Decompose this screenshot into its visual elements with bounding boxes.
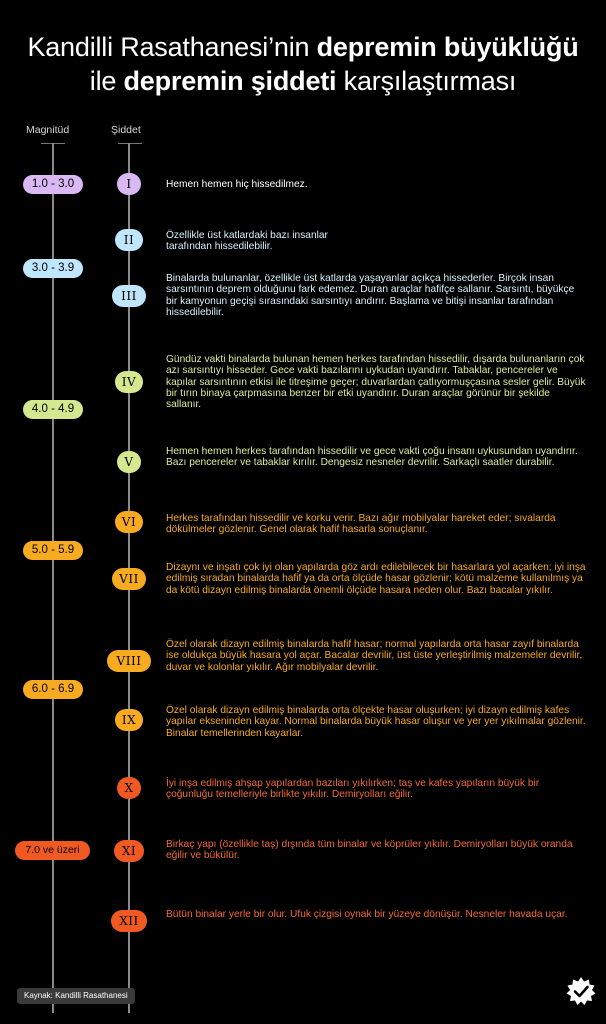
intensity-description: Özel olarak dizayn edilmiş binalarda orta ölçekte hasar oluşurken; iyi dizayn edilmiş kafes yapılar ekseninden kayar. Normal binalarda büyük hasar oluşur ve yer yer yıkılmalar gözlenir. Binalar temellerinden kayarlar. bbox=[166, 705, 586, 739]
intensity-description: İyi inşa edilmiş ahşap yapılardan bazıları yıkılırken; taş ve kafes yapıların büyük bir çoğunluğu temelleriyle birlikte yıkılır. Demiryolları eğilir. bbox=[166, 778, 540, 801]
intensity-description: Özellikle üst katlardaki bazı insanlar tarafından hissedilebilir. bbox=[166, 230, 328, 253]
intensity-pill: IV bbox=[115, 371, 143, 393]
title-line-1: Kandilli Rasathanesi’nin depremin büyüklüğü bbox=[27, 32, 579, 62]
magnitude-pill: 6.0 - 6.9 bbox=[23, 680, 83, 699]
magnitude-column-header: Magnitüd bbox=[26, 124, 70, 136]
intensity-pill: VI bbox=[115, 511, 143, 533]
intensity-pill: III bbox=[112, 285, 146, 307]
title-line-2: ile depremin şiddeti karşılaştırması bbox=[89, 66, 517, 96]
intensity-pill: VII bbox=[112, 568, 146, 590]
intensity-header-tick bbox=[118, 143, 142, 144]
intensity-column-header: Şiddet bbox=[111, 124, 141, 136]
source-label: Kaynak: Kandilli Rasathanesi bbox=[17, 988, 135, 1004]
page-title bbox=[0, 30, 606, 98]
magnitude-pill: 4.0 - 4.9 bbox=[23, 400, 83, 419]
verified-star-icon bbox=[566, 976, 596, 1006]
intensity-description: Binalarda bulunanlar, özellikle üst katlarda yaşayanlar açıkça hissederler. Birçok insan sarsıntının deprem olduğunu fark edemez. Duran araçlar hafifçe sallanır. Sarsıntı, büyükçe bir kamyonun geçişi sırasındaki sarsıntıyı andırır. Başlama ve bitişi insanlar tarafından hissedilebilir. bbox=[166, 273, 575, 318]
intensity-pill: II bbox=[115, 229, 143, 251]
intensity-description: Özel olarak dizayn edilmiş binalarda hafif hasar; normal yapılarda orta hasar zayıf binalarda ise oldukça büyük hasara yol açar. Bacalar devrilir, üst üste yerleştirilmiş malzemeler devrilir, duvar ve kolonlar yıkılır. Ağır mobilyalar devrilir. bbox=[166, 639, 583, 673]
intensity-description: Gündüz vakti binalarda bulunan hemen herkes tarafından hissedilir, dışarda bulunanların çok azı sarsıntıyı hisseder. Gece vakti bazılarını uykudan uyandırır. Tabaklar, pencereler ve kapılar sarsıntının etkisi ile titreşime geçer; duvarlardan çatlıyormuşçasına sesler gelir. Büyük bir tırın binaya çarpmasına benzer bir etki uyandırır. Duran araçlar görünür bir şekilde sallanır. bbox=[166, 354, 586, 411]
magnitude-pill: 3.0 - 3.9 bbox=[23, 259, 83, 278]
intensity-description: Hemen hemen herkes tarafından hissedilir ve gece vakti çoğu insanı uykusundan uyandırır. Bazı pencereler ve tabaklar kırılır. Dengesiz nesneler devrilir. Sarkaçlı saatler durabilir. bbox=[166, 446, 578, 469]
intensity-description: Hemen hemen hiç hissedilmez. bbox=[166, 179, 308, 190]
intensity-description: Herkes tarafından hissedilir ve korku verir. Bazı ağır mobilyalar hareket eder; sıvalarda dökülmeler gözlenir. Genel olarak hafif hasarla sonuçlanır. bbox=[166, 513, 556, 536]
intensity-pill: VIII bbox=[107, 650, 151, 672]
intensity-pill: IX bbox=[115, 709, 143, 731]
magnitude-pill: 1.0 - 3.0 bbox=[23, 175, 83, 194]
intensity-pill: I bbox=[117, 173, 141, 195]
intensity-description: Birkaç yapı (özellikle taş) dışında tüm binalar ve köprüler yıkılır. Demiryolları büyük oranda eğilir ve bükülür. bbox=[166, 839, 573, 862]
intensity-pill: XI bbox=[114, 840, 144, 862]
intensity-description: Dizaynı ve inşatı çok iyi olan yapılarda göz ardı edilebilecek bir hasarlara yol açarken; iyi inşa edilmiş sıradan binalarda hafif ya da orta ölçüde hasar gözlenir; kötü malzeme kullanılmış ya da kötü dizayn edilmiş binalarda önemli ölçüde hasara neden olur. Bazı bacalar yıkılır. bbox=[166, 562, 586, 596]
magnitude-pill: 7.0 ve üzeri bbox=[15, 841, 90, 860]
intensity-description: Bütün binalar yerle bir olur. Ufuk çizgisi oynak bir yüzeye dönüşür. Nesneler havada uçar. bbox=[166, 909, 568, 920]
intensity-pill: V bbox=[117, 451, 141, 473]
intensity-pill: XII bbox=[111, 910, 147, 932]
intensity-pill: X bbox=[117, 777, 141, 799]
magnitude-pill: 5.0 - 5.9 bbox=[23, 541, 83, 560]
